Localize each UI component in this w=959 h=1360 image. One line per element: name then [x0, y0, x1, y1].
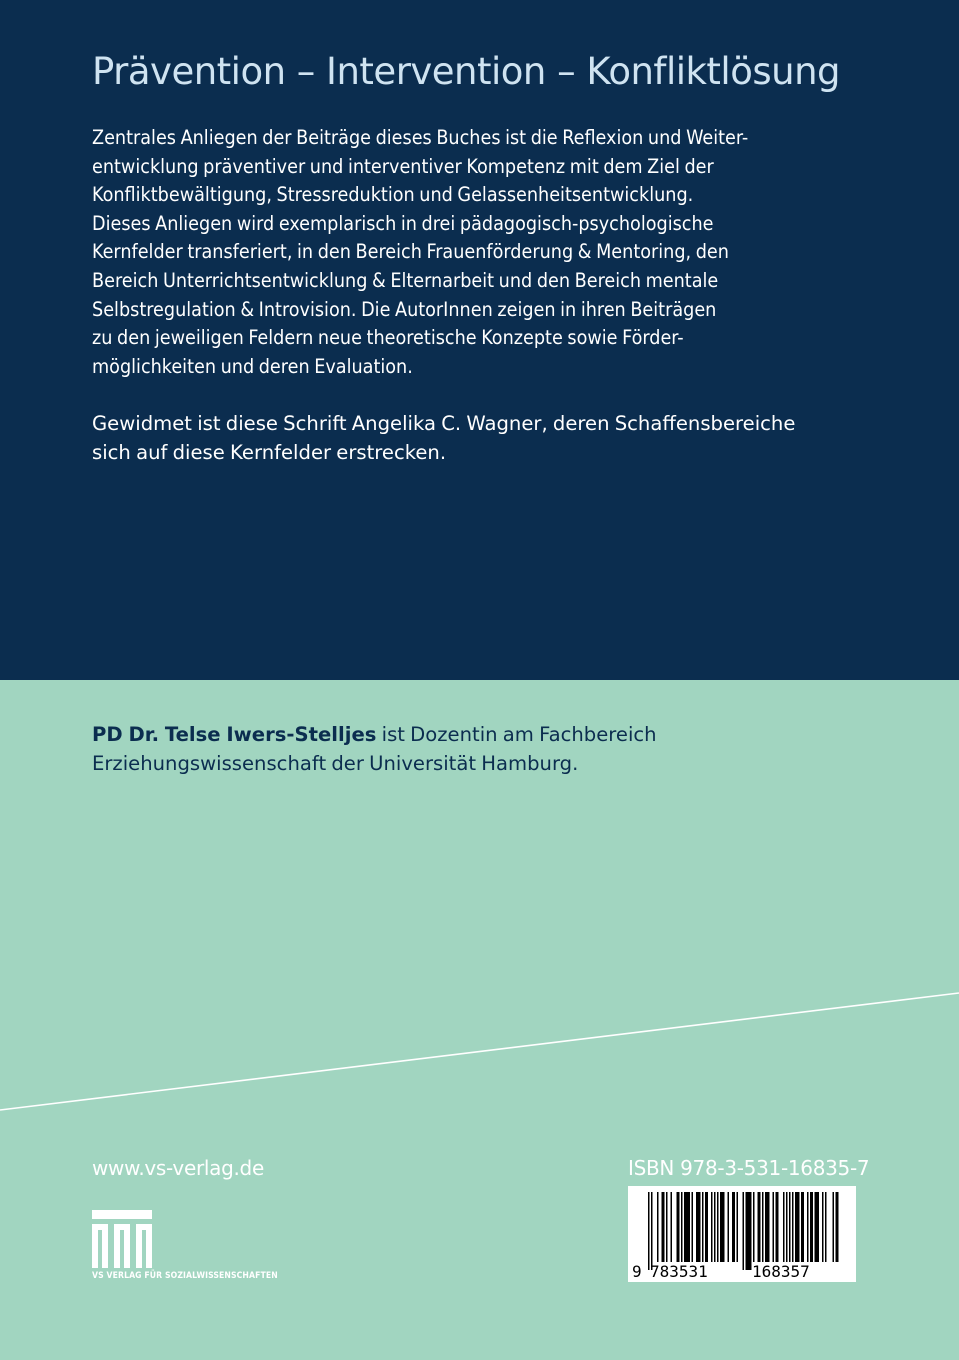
barcode-digit-group: 168357: [752, 1262, 810, 1281]
author-role: ist Dozentin am Fachbereich: [376, 723, 657, 746]
barcode-digit-group: 9: [632, 1262, 642, 1281]
barcode-bar: [762, 1192, 764, 1262]
barcode-bar: [702, 1192, 704, 1262]
barcode-bar: [732, 1192, 735, 1262]
description-line: zu den jeweiligen Feldern neue theoretische Konzepte sowie Förder-: [92, 326, 684, 350]
barcode-bar: [833, 1192, 835, 1262]
barcode-bar: [783, 1192, 785, 1262]
barcode-bar: [825, 1192, 827, 1262]
dedication: [92, 410, 872, 467]
barcode-bar: [696, 1192, 701, 1262]
barcode-bar: [705, 1192, 708, 1262]
barcode-bar: [815, 1192, 820, 1262]
barcode-bar: [692, 1192, 694, 1262]
barcode-bar: [714, 1192, 716, 1262]
barcode-bar: [671, 1192, 673, 1262]
description-line: Bereich Unterrichtsentwicklung & Elternarbeit und den Bereich mentale: [92, 268, 719, 292]
barcode-bar: [648, 1192, 650, 1270]
barcode-bar: [836, 1192, 839, 1262]
barcode-bar: [681, 1192, 683, 1262]
barcode-bar: [743, 1192, 745, 1270]
barcode-bar: [711, 1192, 713, 1262]
barcode-bar: [776, 1192, 779, 1262]
author-info: [92, 720, 872, 778]
barcode-bar: [758, 1192, 761, 1262]
dedication-line: Gewidmet ist diese Schrift Angelika C. Wagner, deren Schaffensbereiche: [92, 412, 796, 435]
book-title: Prävention – Intervention – Konfliktlösung: [92, 50, 841, 93]
barcode-bar: [728, 1192, 730, 1262]
publisher-name: VS VERLAG FÜR SOZIALWISSENSCHAFTEN: [92, 1271, 278, 1281]
barcode-bar: [720, 1192, 725, 1262]
description-line: Dieses Anliegen wird exemplarisch in drei pädagogisch-psychologische: [92, 211, 714, 235]
diagonal-divider-line: [0, 980, 959, 1120]
barcode-bar: [786, 1192, 788, 1262]
description-line: Selbstregulation & Introvision. Die AutorInnen zeigen in ihren Beiträgen: [92, 297, 717, 321]
barcode-bar: [666, 1192, 668, 1262]
publisher-logo-icon: [92, 1210, 154, 1268]
barcode-bar: [657, 1192, 659, 1262]
description-line: entwicklung präventiver und interventiver Kompetenz mit dem Ziel der: [92, 154, 714, 178]
barcode-bar: [765, 1192, 770, 1262]
description-line: Konfliktbewältigung, Stressreduktion und Gelassenheitsentwicklung.: [92, 183, 694, 207]
barcode-bar: [810, 1192, 813, 1262]
barcode-bar: [792, 1192, 794, 1262]
barcode-bar: [801, 1192, 804, 1262]
barcode-bar: [684, 1192, 690, 1262]
publisher-url: www.vs-verlag.de: [92, 1156, 264, 1180]
barcode-bar: [789, 1192, 791, 1262]
author-affiliation: Erziehungswissenschaft der Universität Hamburg.: [92, 752, 579, 775]
barcode-digit-group: 783531: [650, 1262, 708, 1281]
isbn-number: ISBN 978-3-531-16835-7: [628, 1156, 870, 1180]
barcode-bar: [677, 1192, 680, 1262]
book-description: [92, 124, 872, 381]
barcode-bar: [795, 1192, 800, 1262]
barcode-bar: [746, 1192, 752, 1270]
barcode-bar: [737, 1192, 739, 1262]
barcode-bar: [753, 1192, 755, 1262]
author-name: PD Dr. Telse Iwers-Stelljes: [92, 723, 377, 746]
barcode-bar: [807, 1192, 809, 1262]
barcode-bar: [651, 1192, 653, 1270]
description-line: möglichkeiten und deren Evaluation.: [92, 354, 413, 378]
barcode-bar: [717, 1192, 719, 1262]
barcode-bar: [773, 1192, 775, 1262]
description-line: Kernfelder transferiert, in den Bereich Frauenförderung & Mentoring, den: [92, 240, 729, 264]
description-line: Zentrales Anliegen der Beiträge dieses Buches ist die Reflexion und Weiter-: [92, 126, 749, 149]
dedication-line: sich auf diese Kernfelder erstrecken.: [92, 440, 447, 464]
barcode-bar: [822, 1192, 824, 1262]
barcode-bar: [662, 1192, 665, 1262]
